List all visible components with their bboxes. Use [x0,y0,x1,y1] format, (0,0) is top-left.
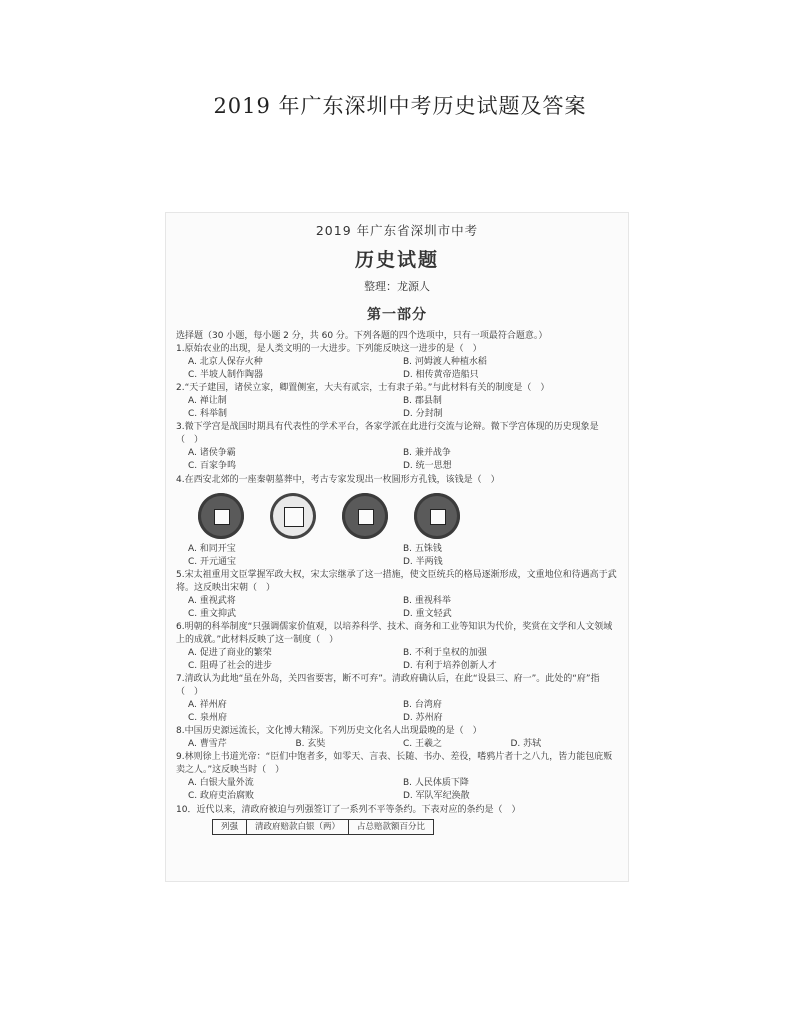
answer-option: C. 阻碍了社会的进步 [188,660,273,671]
question-1 [176,343,618,382]
answer-option: A. 和同开宝 [188,543,236,554]
question-5 [176,569,618,621]
coin-image [198,493,244,539]
answer-option: D. 分封制 [403,409,443,420]
answer-option: D. 苏轼 [510,739,542,750]
question-4 [176,474,618,569]
question-7 [176,673,618,725]
question-8 [176,725,618,751]
question-stem: 2.“天子建国，诸侯立家，卿置侧室，大夫有贰宗，士有隶子弟。”与此材料有关的制度是（ ） [176,383,550,394]
coin-square-hole [214,509,230,525]
answer-option: C. 百家争鸣 [188,461,237,472]
question-stem: 3.微下学宫是战国时期具有代表性的学术平台，各家学派在此进行交流与论辩。微下学宫体现的历史现象是（ ） [176,422,599,446]
answer-option: C. 开元通宝 [188,556,237,567]
answer-option: C. 政府吏治腐败 [188,791,255,802]
question-stem: 10．近代以来，清政府被迫与列强签订了一系列不平等条约。下表对应的条约是（ ） [176,804,521,815]
editor-credit: 整理：龙源人 [364,280,430,293]
answer-option: D. 苏州府 [403,713,443,724]
question-stem: 4.在西安北郊的一座秦朝墓葬中，考古专家发现出一枚圆形方孔钱，该钱是（ ） [176,474,500,485]
answer-option: A. 诸侯争霸 [188,448,236,459]
coin-images [176,487,618,543]
answer-option: B. 人民体质下降 [403,778,469,789]
answer-option: A. 促进了商业的繁荣 [188,647,272,658]
option-group [176,738,618,751]
table-header-cell: 列强 [213,819,247,834]
treaty-table [212,819,434,835]
answer-option: D. 相传黄帝造船只 [403,370,479,381]
coin-image [414,493,460,539]
exam-title: 2019 年广东省深圳市中考 [315,223,479,238]
answer-option: A. 重视武将 [188,595,236,606]
question-stem: 8.中国历史源远流长，文化博大精深。下列历史文化名人出现最晚的是（ ） [176,726,482,737]
answer-option: B. 河姆渡人种植水稻 [403,357,487,368]
coin-square-hole [430,509,446,525]
answer-option: C. 王羲之 [403,739,443,750]
option-group [176,647,618,673]
question-9 [176,751,618,803]
answer-option: D. 重文轻武 [403,608,452,619]
answer-option: B. 五铢钱 [403,543,442,554]
answer-option: A. 北京人保存火种 [188,357,263,368]
option-group [176,777,618,803]
question-stem: 5.宋太祖重用文臣掌握军政大权，宋太宗继承了这一措施，使文臣统兵的格局逐渐形成，文重地位和待遇高于武将。这反映出宋朝（ ） [176,569,617,593]
answer-option: D. 半两钱 [403,556,443,567]
option-group [176,699,618,725]
option-group [176,356,618,382]
answer-option: D. 有利于培养创新人才 [403,660,497,671]
answer-option: C. 半坡人制作陶器 [188,370,264,381]
option-group [176,447,618,473]
answer-option: D. 统一思想 [403,461,452,472]
instructions: 选择题（30 小题，每小题 2 分，共 60 分。下列各题的四个选项中，只有一项最符合题意。） [176,331,548,341]
option-group [176,543,618,569]
answer-option: A. 禅让制 [188,396,227,407]
exam-scan-image [165,212,629,882]
answer-option: B. 台湾府 [403,700,442,711]
answer-option: A. 祥州府 [188,700,227,711]
coin-square-hole [284,507,304,527]
answer-option: D. 军队军纪涣散 [403,791,470,802]
answer-option: B. 重视科举 [403,595,451,606]
question-2 [176,382,618,421]
coin-image [270,493,316,539]
coin-square-hole [358,509,374,525]
question-6 [176,621,618,673]
question-stem: 7.清政认为此地“虽在外岛，关四省要害，断不可弃”。清政府确认后，在此“设县三、府一”。此处的“府”指（ ） [176,674,600,698]
option-group [176,595,618,621]
table-header-cell: 占总赔款额百分比 [349,819,434,834]
option-group [176,395,618,421]
part-heading: 第一部分 [367,307,427,323]
answer-option: B. 兼并战争 [403,448,451,459]
answer-option: B. 不利于皇权的加强 [403,647,487,658]
question-stem: 1.原始农业的出现，是人类文明的一大进步。下列能反映这一进步的是（ ） [176,344,482,355]
answer-option: C. 科举制 [188,409,228,420]
answer-option: C. 泉州府 [188,713,228,724]
table-header-cell: 清政府赔款白银（两） [247,819,349,834]
answer-option: C. 重文抑武 [188,608,237,619]
question-stem: 6.明朝的科举制度“只强调儒家价值观，以培养科学、技术、商务和工业等知识为代价，奖赏在文学和人文领域上的成就。”此材料反映了这一制度（ ） [176,621,613,645]
question-10 [176,804,618,835]
question-list [166,343,628,835]
answer-option: A. 曹雪芹 [188,739,227,750]
document-title: 2019 年广东深圳中考历史试题及答案 [213,94,587,118]
coin-image [342,493,388,539]
answer-option: B. 郡县制 [403,396,442,407]
question-3 [176,421,618,473]
question-stem: 9.林则徐上书道光帝：“臣们中饱者多，如零天、言表、长随、书办、差役，嗜鸦片者十之八九，皆力能包庇贩卖之人。”这反映当时（ ） [176,752,613,776]
subject-title: 历史试题 [354,249,439,271]
answer-option: B. 玄奘 [295,739,326,750]
answer-option: A. 白银大量外流 [188,778,254,789]
